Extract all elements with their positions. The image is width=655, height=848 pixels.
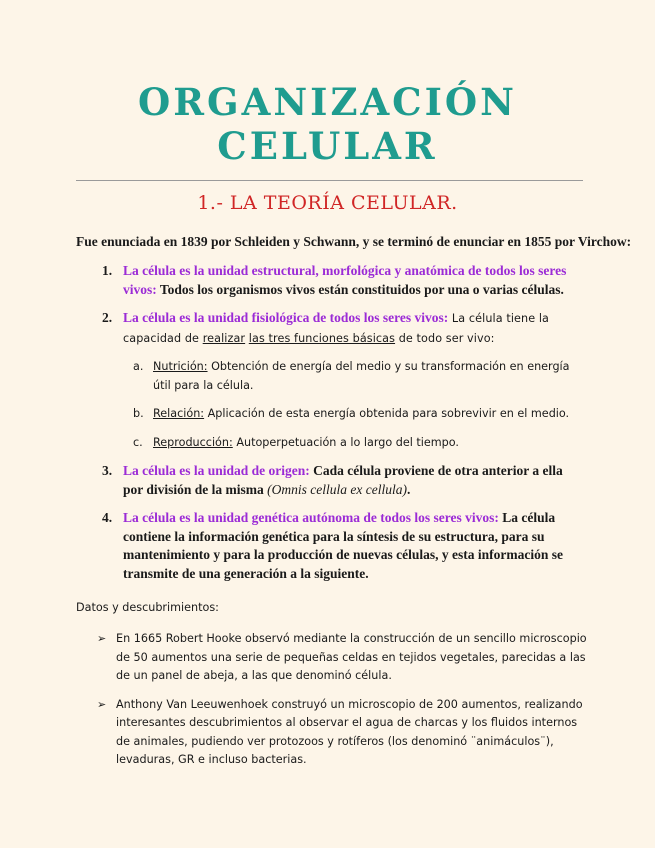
sub-list-text: Obtención de energía del medio y su transformación en energía útil para la célula. (153, 360, 570, 392)
sub-list (123, 358, 580, 452)
list-item-text: La célula contiene la información genética para la síntesis de su estructura, para su mantenimiento y para la producción de nuevas células, y esta información se transmite de una generación a la siguiente. (123, 510, 563, 581)
bullet-text: Anthony Van Leeuwenhoek construyó un microscopio de 200 aumentos, realizando interesantes descubrimientos al observar el agua de charcas y los fluidos internos de animales, pudiendo ver protozoos y rotíferos (los denominó ¨animáculos¨), levaduras, GR e incluso bacterias. (116, 697, 583, 766)
list-item-text: Todos los organismos vivos están constituidos por una o varias células. (156, 281, 564, 297)
title-line-2: CELULAR (217, 124, 438, 168)
discoveries-list (97, 630, 587, 770)
section-heading: 1.- LA TEORÍA CELULAR. (197, 192, 458, 214)
sub-list-term: Nutrición: (153, 360, 208, 373)
list-item-lead: La célula es la unidad de origen: (123, 463, 310, 478)
arrow-bullet-icon: ➢ (97, 632, 107, 645)
list-item (100, 462, 580, 499)
sub-list-text: Aplicación de esta energía obtenida para sobrevivir en el medio. (204, 407, 570, 420)
sub-list-term: Reproducción: (153, 435, 233, 449)
list-number: 1. (102, 263, 113, 278)
theory-list (100, 262, 580, 583)
bullet-text: En 1665 Robert Hooke observó mediante la construcción de un sencillo microscopio de 50 aumentos una serie de pequeñas celdas en tejidos vegetales, parecidas a las de un panel de abeja, a las que denominó célula. (116, 632, 587, 682)
title-divider (76, 180, 583, 181)
list-number: 4. (102, 510, 113, 525)
list-number: 3. (102, 463, 113, 478)
data-heading: Datos y descubrimientos: (76, 601, 219, 614)
intro-paragraph: Fue enunciada en 1839 por Schleiden y Schwann, y se terminó de enunciar en 1855 por Virchow: (76, 234, 632, 249)
list-item (100, 262, 580, 299)
list-item-text: . (406, 481, 411, 497)
list-item-text: de todo ser vivo: (395, 331, 495, 345)
list-item-lead: La célula es la unidad fisiológica de todos los seres vivos: (123, 310, 449, 325)
underlined-text: las tres funciones básicas (248, 331, 396, 345)
sub-list-term: Relación: (153, 407, 205, 420)
arrow-bullet-icon: ➢ (97, 697, 107, 711)
sub-list-item (133, 358, 580, 395)
page-title (0, 80, 655, 168)
sub-list-item (133, 405, 580, 424)
list-item (100, 509, 580, 583)
list-item-lead: La célula es la unidad estructural, morfológica y anatómica de todos los seres vivos: (123, 263, 567, 297)
sub-list-letter: c. (133, 435, 143, 449)
sub-list-letter: a. (133, 360, 144, 373)
bullet-item (97, 696, 587, 770)
sub-list-item (133, 434, 580, 453)
bullet-item (97, 630, 587, 686)
underlined-text: realizar (202, 331, 246, 345)
list-item-text: La célula tiene la capacidad de (123, 312, 550, 345)
list-number: 2. (102, 310, 113, 325)
list-item-text: Cada célula proviene de otra anterior a ella por división de la misma (123, 463, 563, 497)
sub-list-letter: b. (133, 407, 144, 420)
title-line-1: ORGANIZACIÓN (138, 80, 517, 124)
list-item (100, 309, 580, 452)
sub-list-text: Autoperpetuación a lo largo del tiempo. (232, 435, 459, 449)
list-item-lead: La célula es la unidad genética autónoma de todos los seres vivos: (123, 510, 499, 525)
latin-phrase: (Omnis cellula ex cellula) (267, 481, 407, 497)
